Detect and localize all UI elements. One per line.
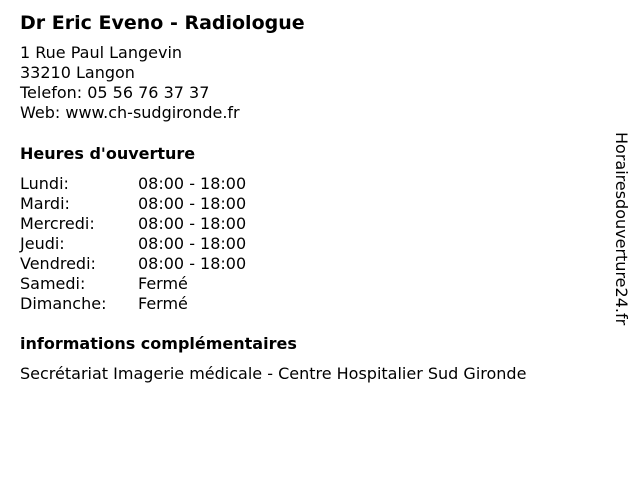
street-address: 1 Rue Paul Langevin [20,43,183,62]
watermark-text: Horairesdouverture24.fr [612,132,631,326]
additional-info-text: Secrétariat Imagerie médicale - Centre Hospitalier Sud Gironde [20,364,527,383]
day-label: Vendredi: [20,254,96,273]
time-value: 08:00 - 18:00 [138,214,247,233]
address-block [20,43,240,123]
time-value: 08:00 - 18:00 [138,194,247,213]
page-title: Dr Eric Eveno - Radiologue [20,12,305,34]
time-value: 08:00 - 18:00 [138,234,247,253]
phone-number: Telefon: 05 56 76 37 37 [20,83,210,102]
watermark [611,132,631,344]
additional-info-heading: informations complémentaires [20,334,297,353]
time-value: Fermé [138,294,188,313]
website: Web: www.ch-sudgironde.fr [20,103,240,122]
time-value: Fermé [138,274,188,293]
time-value: 08:00 - 18:00 [138,254,247,273]
city: 33210 Langon [20,63,135,82]
time-value: 08:00 - 18:00 [138,174,247,193]
opening-hours-heading: Heures d'ouverture [20,144,196,163]
day-label: Mardi: [20,194,70,213]
day-label: Samedi: [20,274,86,293]
day-label: Jeudi: [20,234,65,253]
day-label: Mercredi: [20,214,95,233]
day-label: Lundi: [20,174,69,193]
day-label: Dimanche: [20,294,107,313]
